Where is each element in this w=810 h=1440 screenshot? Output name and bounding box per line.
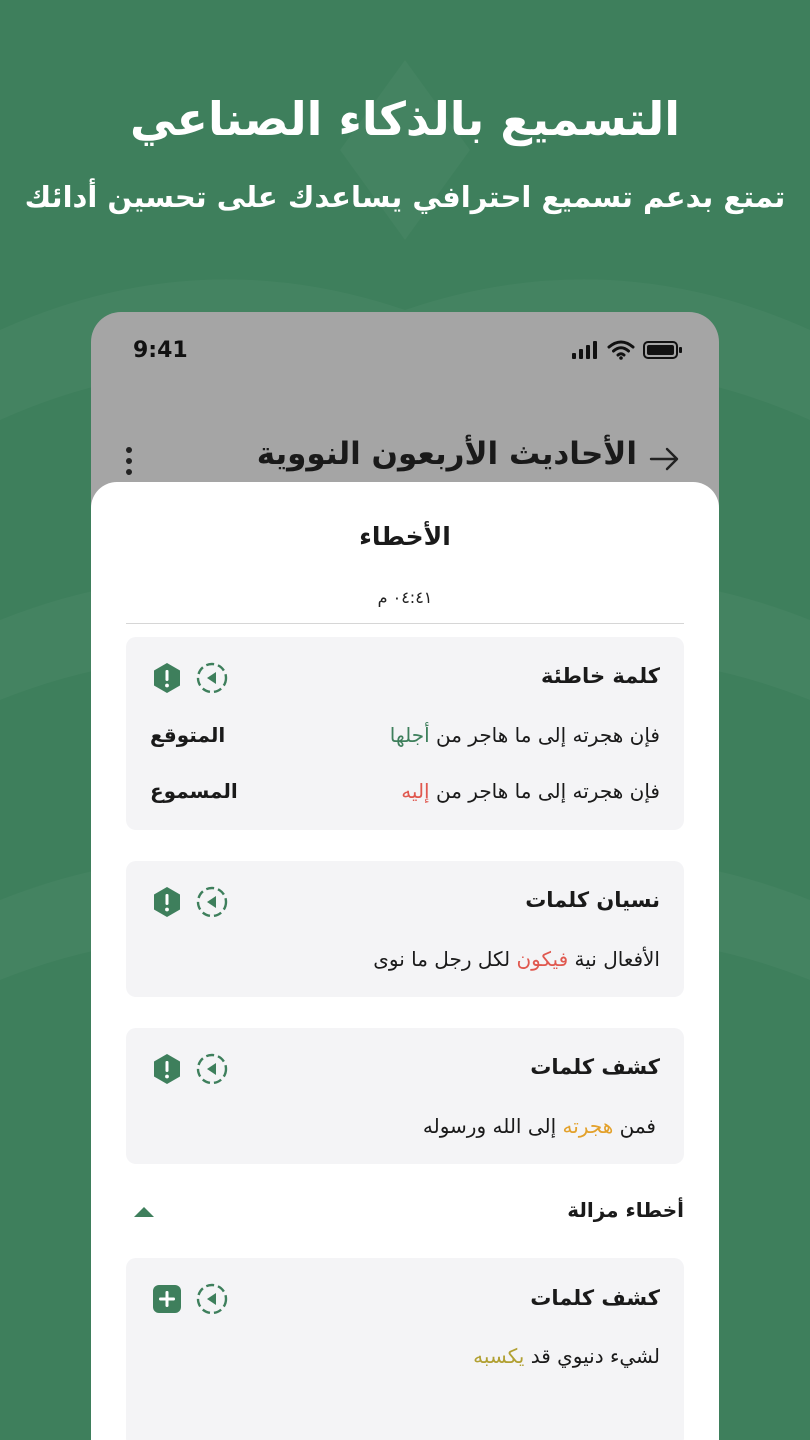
arrow-right-icon[interactable] [647, 442, 681, 476]
report-icon[interactable] [150, 885, 184, 919]
error-card-forgotten-words [126, 861, 684, 997]
status-icons [571, 340, 683, 360]
audio-timestamp: ٠٤:٤١ م [377, 588, 433, 607]
error-type-label: كشف كلمات [530, 1286, 660, 1310]
error-type-label: كشف كلمات [530, 1055, 660, 1079]
heard-label: المسموع [150, 779, 238, 803]
wifi-icon [607, 340, 635, 360]
expected-text: فإن هجرته إلى ما هاجر من أجلها [389, 723, 660, 747]
promo-subtitle: تمتع بدعم تسميع احترافي يساعدك على تحسين أدائك [24, 180, 786, 214]
play-audio-icon[interactable] [195, 661, 229, 695]
chevron-up-icon[interactable] [131, 1204, 157, 1220]
revealed-highlight: يكسبه [473, 1344, 525, 1368]
revealed-highlight: هجرته [562, 1114, 614, 1138]
play-audio-icon[interactable] [195, 1052, 229, 1086]
signal-icon [571, 340, 599, 360]
error-type-label: نسيان كلمات [525, 888, 660, 912]
error-text: فمن هجرته إلى الله ورسوله [422, 1114, 656, 1138]
divider [126, 623, 684, 624]
expected-highlight: أجلها [389, 723, 430, 747]
removed-errors-heading: أخطاء مزالة [567, 1198, 684, 1222]
sheet-title: الأخطاء [359, 522, 451, 551]
more-vertical-icon[interactable] [119, 444, 139, 478]
play-audio-icon[interactable] [195, 885, 229, 919]
expected-label: المتوقع [150, 723, 226, 747]
status-time: 9:41 [133, 338, 188, 363]
play-audio-icon[interactable] [195, 1282, 229, 1316]
error-type-label: كلمة خاطئة [540, 664, 660, 688]
errors-sheet [91, 482, 719, 1440]
heard-highlight: إليه [401, 779, 430, 803]
heard-text: فإن هجرته إلى ما هاجر من إليه [401, 779, 660, 803]
phone-frame [91, 312, 719, 1440]
error-text: لشيء دنيوي قد يكسبه [473, 1344, 660, 1368]
forgotten-highlight: فيكون [516, 947, 569, 971]
report-icon[interactable] [150, 661, 184, 695]
page-title: الأحاديث الأربعون النووية [256, 436, 637, 472]
status-bar [91, 312, 719, 392]
removed-error-card [126, 1258, 684, 1440]
error-text: الأفعال نية فيكون لكل رجل ما نوى [373, 947, 660, 971]
promo-title: التسميع بالذكاء الصناعي [129, 92, 680, 146]
error-card-wrong-word [126, 637, 684, 830]
battery-icon [643, 340, 683, 360]
report-icon[interactable] [150, 1052, 184, 1086]
error-card-revealed-words [126, 1028, 684, 1164]
add-icon[interactable] [150, 1282, 184, 1316]
